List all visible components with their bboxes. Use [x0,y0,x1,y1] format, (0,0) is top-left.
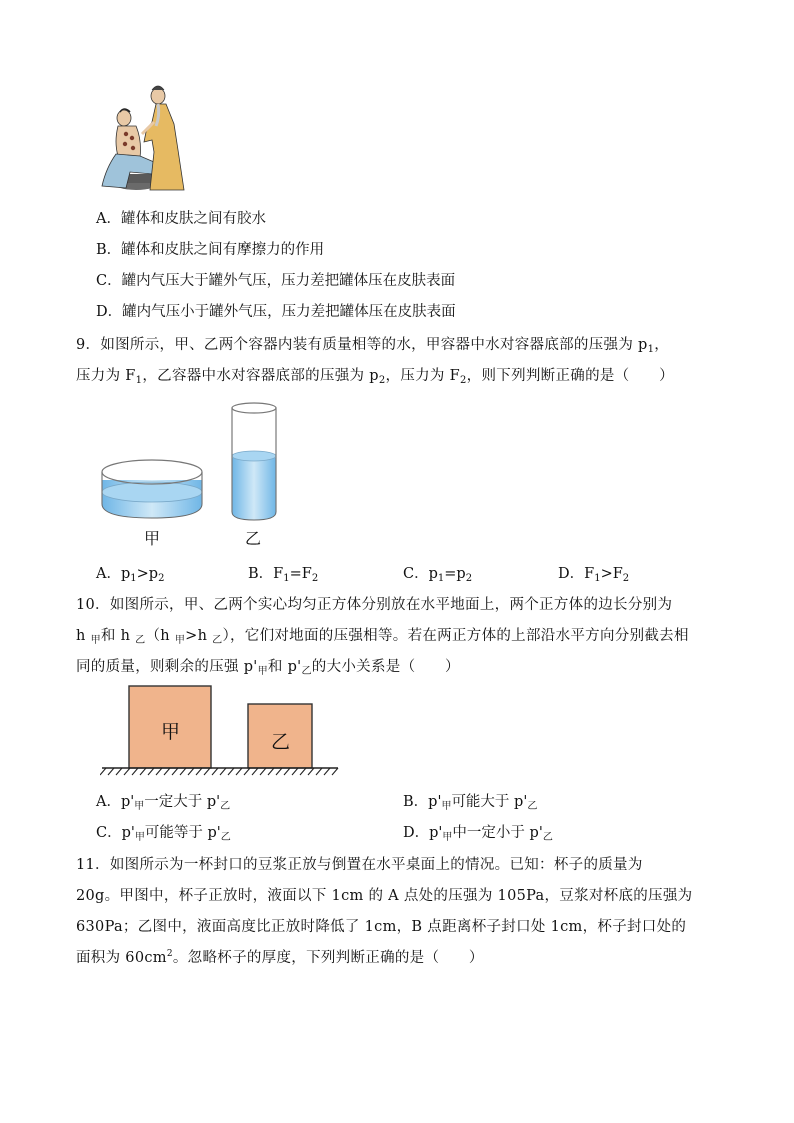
q10-option-d: D．$p'_甲$中一定小于 $p'_乙$ [403,825,553,843]
q11-stem-line-4: 面积为 $60cm^2$。忽略杯子的厚度，下列判断正确的是（ ） [76,949,484,966]
q8-option-a [96,207,266,228]
option-text: 罐内气压小于罐外气压，压力差把罐体压在皮肤表面 [122,304,456,320]
cube-jia-label: 甲 [161,721,181,743]
option-letter: B． [96,242,122,258]
label-yi: 乙 [245,529,262,548]
option-text: 罐体和皮肤之间有胶水 [120,211,266,227]
q9-option-b: B．$F_1=F_2$ [248,566,319,584]
ground-hatching [100,768,338,775]
q10-option-a: A．$p'_甲$一定大于 $p'_乙$ [96,794,231,812]
q8-option-b [96,238,324,259]
q10-stem-line-1: 10．如图所示，甲、乙两个实心均匀正方体分别放在水平地面上，两个正方体的边长分别为 [76,597,673,613]
q9-stem-line-2: 压力为 $F_1$，乙容器中水对容器底部的压强为 $p_2$，压力为 $F_2$，则下列判断正确的是（ ） [76,368,674,386]
option-text: 罐内气压大于罐外气压，压力差把罐体压在皮肤表面 [121,273,456,289]
q10-option-b: B．$p'_甲$可能大于 $p'_乙$ [403,794,538,812]
q8-option-d [96,300,456,321]
option-text: 罐体和皮肤之间有摩擦力的作用 [121,242,325,258]
option-letter: A． [96,211,121,227]
cube-yi-label: 乙 [271,731,291,753]
cubes-figure [100,684,340,780]
q9-option-a: A．$p_1>p_2$ [96,566,165,584]
q10-option-c: C．$p'_甲$可能等于 $p'_乙$ [96,825,231,843]
label-jia: 甲 [144,529,161,548]
q9-stem-line-1: 9．如图所示，甲、乙两个容器内装有质量相等的水，甲容器中水对容器底部的压强为 $p_1$， [76,337,670,355]
cupping-illustration [96,82,206,194]
q11-stem-line-1: 11．如图所示为一杯封口的豆浆正放与倒置在水平桌面上的情况。已知：杯子的质量为 [76,857,643,873]
q9-option-d: D．$F_1>F_2$ [558,566,630,584]
option-letter: D． [96,304,123,320]
container-yi [232,403,276,520]
option-letter: C． [96,273,122,289]
q10-stem-line-2: h $_甲$和 h $_乙$（h $_甲$>h $_乙$），它们对地面的压强相等。若在两正方体的上部沿水平方向分别截去相 [76,628,689,646]
q10-stem-line-3: 同的质量，则剩余的压强 $p'_甲$和 $p'_乙$的大小关系是（ ） [76,659,460,677]
q8-option-c [96,269,455,290]
container-jia [102,460,202,518]
q11-stem-line-3: 630Pa；乙图中，液面高度比正放时降低了 1cm，B 点距离杯子封口处 1cm，杯子封口处的 [76,919,687,935]
q9-option-c: C．$p_1=p_2$ [403,566,473,584]
q11-stem-line-2: 20g。甲图中，杯子正放时，液面以下 1cm 的 A 点处的压强为 105Pa，豆浆对杯底的压强为 [76,888,693,904]
